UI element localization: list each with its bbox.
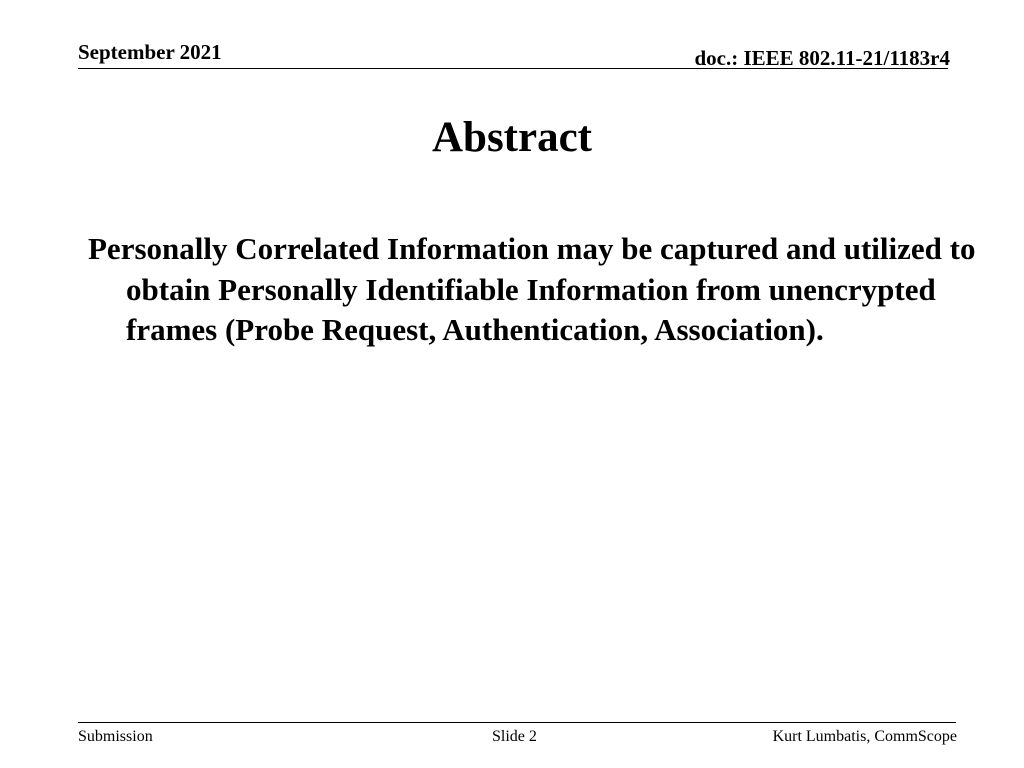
header-divider [78, 68, 948, 69]
footer-divider [78, 722, 956, 723]
slide-number: Slide 2 [492, 728, 537, 745]
footer-submission: Submission [78, 728, 153, 745]
header-date: September 2021 [78, 40, 222, 64]
abstract-paragraph: Personally Correlated Information may be captured and utilized to obtain Personally Identifiable Information from unencrypted frames (Probe Request, Authentication, Association). [88, 231, 976, 347]
slide-title: Abstract [431, 114, 592, 161]
document-id: doc.: IEEE 802.11-21/1183r4 [694, 46, 950, 70]
footer-author: Kurt Lumbatis, CommScope [772, 728, 957, 745]
